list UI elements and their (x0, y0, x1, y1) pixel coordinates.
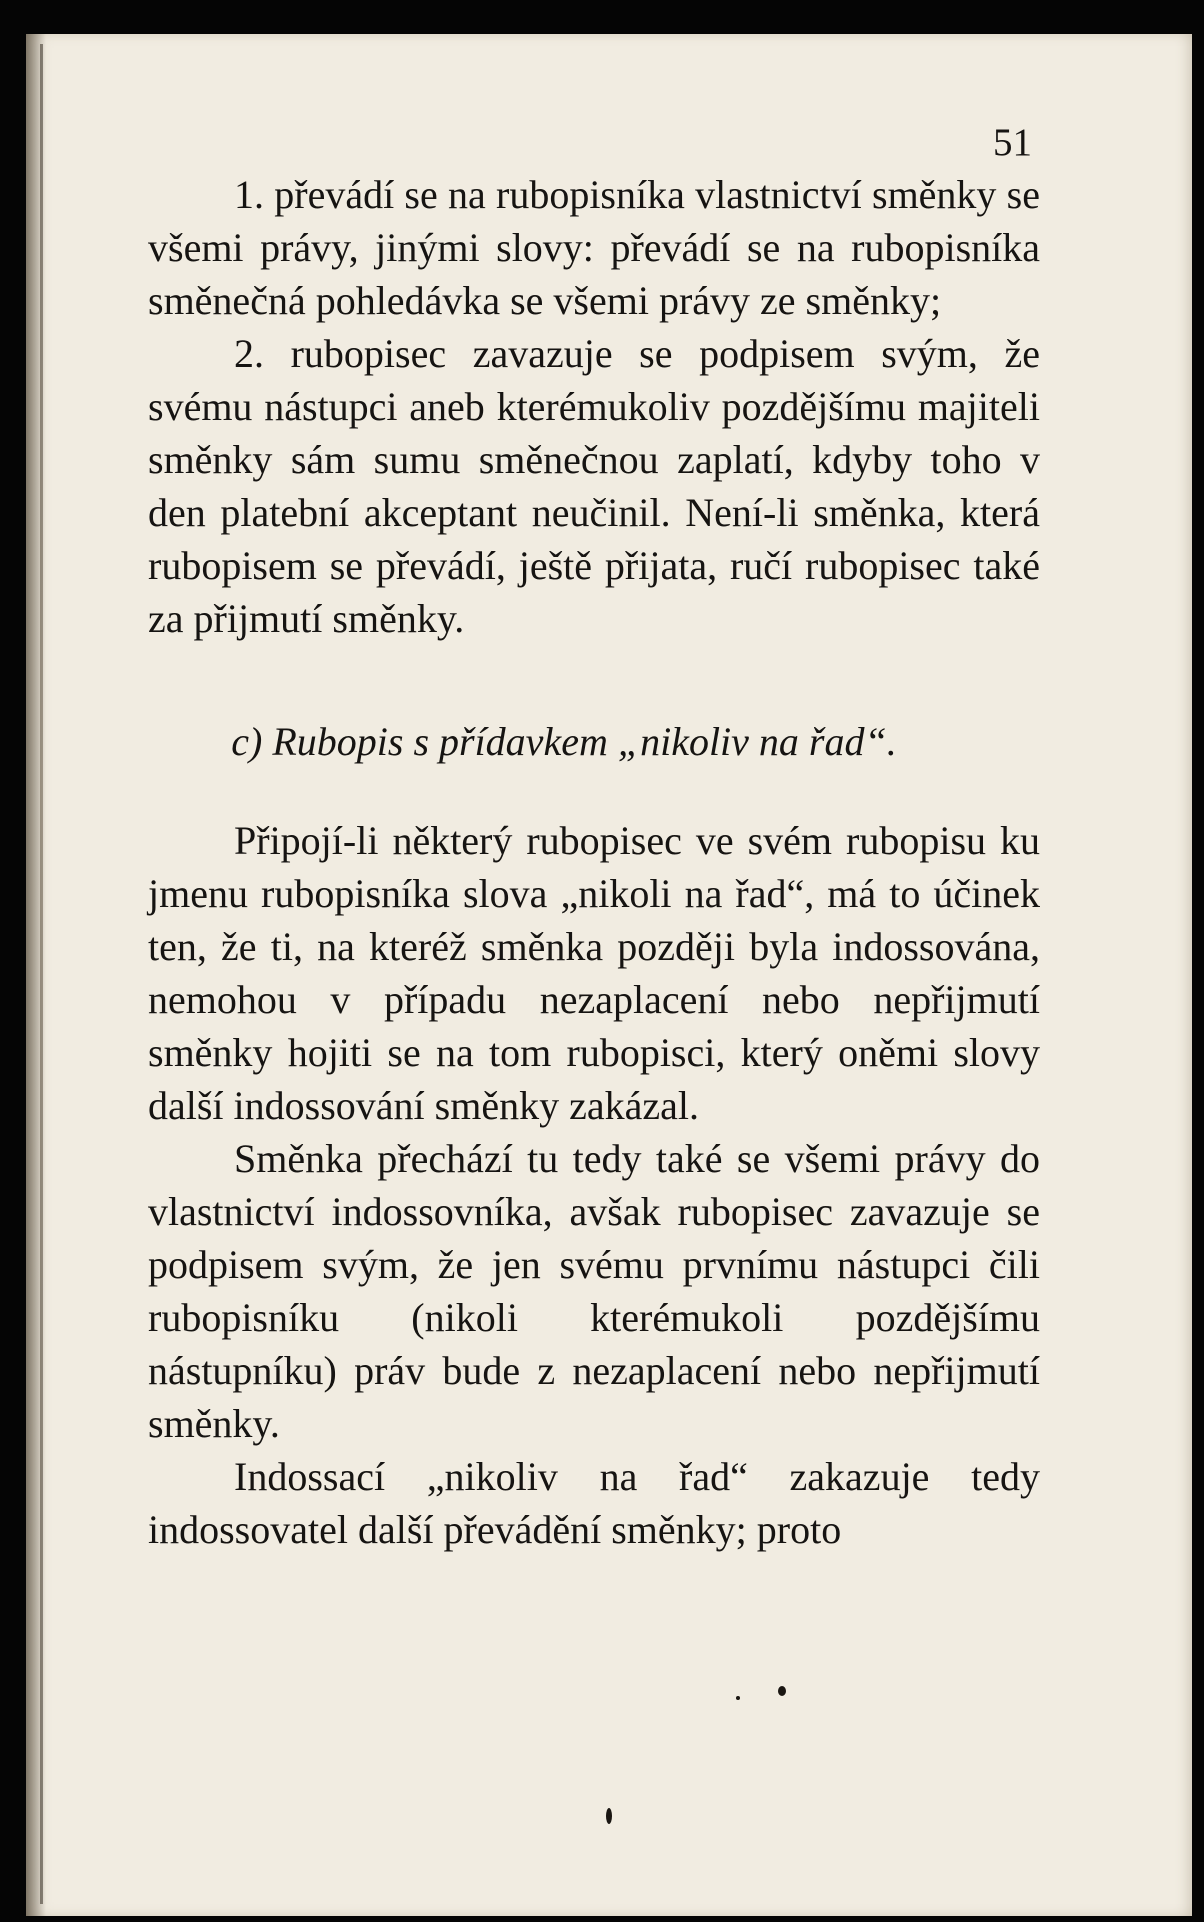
page-number: 51 (993, 121, 1032, 164)
paragraph-2: Směnka přechází tu tedy také se všemi právy do vlastnictví indossovníka, avšak rubopisec zavazuje se podpisem svým, že jen svému prvnímu nástupci čili rubopisníku (nikoli kterémukoli pozdějšímu nástupníku) práv bude z nezaplacení nebo nepřijmutí směnky. (148, 1136, 1040, 1446)
spine-shadow (26, 34, 46, 1916)
paragraph-1: Připojí-li některý rubopisec ve svém rubopisu ku jmenu rubopisníka slova „nikoli na řad“, má to účinek ten, že ti, na kteréž směnka později byla indossována, nemohou v případu nezaplacení nebo nepřijmutí směnky hojiti se na tom rubopisci, který oněmi slovy další indossování směnky zakázal. (148, 818, 1040, 1128)
ink-speck (606, 1808, 612, 1824)
ink-speck (778, 1686, 786, 1696)
text-block (148, 116, 1040, 1556)
spine-edge (40, 44, 43, 1904)
paragraph-item-2: 2. rubopisec zavazuje se podpisem svým, že svému nástupci aneb kterémukoliv pozdějšímu majiteli směnky sám sumu směnečnou zaplatí, kdyby toho v den platební akceptant neučinil. Není-li směnka, která rubopisem se převádí, ještě přijata, ručí rubopisec také za přijmutí směnky. (148, 331, 1040, 641)
paragraph-item-1: 1. převádí se na rubopisníka vlastnictví směnky se všemi právy, jinými slovy: převádí se na rubopisníka směnečná pohledávka se všemi právy ze směnky; (148, 172, 1040, 323)
ink-speck (736, 1696, 740, 1700)
book-page (26, 34, 1192, 1916)
paragraph-3: Indossací „nikoliv na řad“ zakazuje tedy indossovatel další převádění směnky; proto (148, 1454, 1040, 1552)
section-heading: c) Rubopis s přídavkem „nikoliv na řad“. (231, 719, 897, 764)
